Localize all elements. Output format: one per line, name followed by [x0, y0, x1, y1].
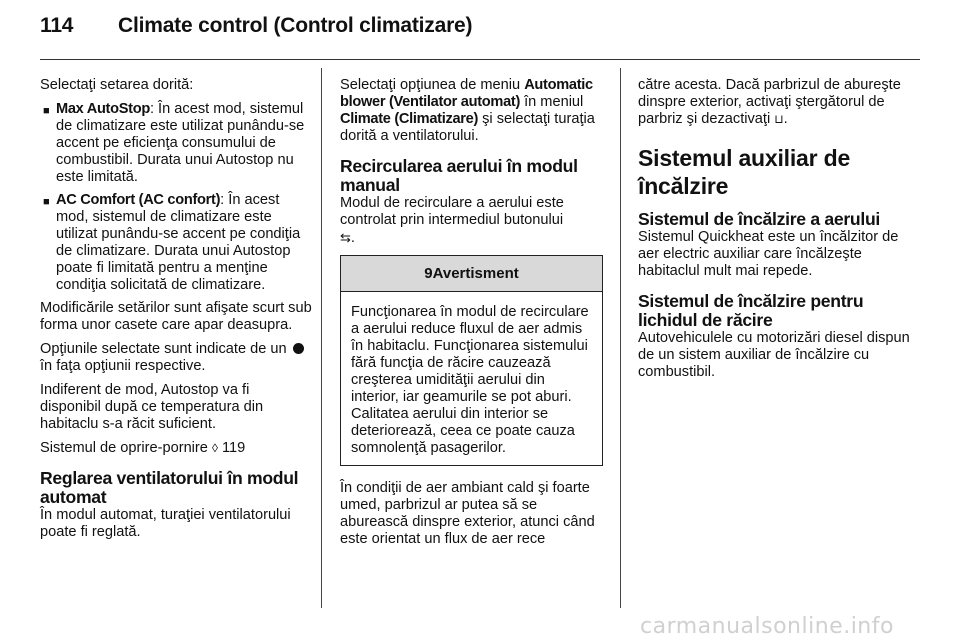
warning-header [341, 256, 602, 292]
warning-icon: 9 [424, 265, 433, 282]
warning-title: Avertisment [432, 265, 519, 282]
bullet-text: : În acest mod, sistemul de climatizare este utilizat punându-se accent pe eficienţa consumului de combustibil. Durata unui Autostop nu este limitată. [56, 101, 305, 185]
column-2 [340, 77, 603, 555]
heading-coolant-heater: Sistemul de încălzire pentru lichidul de răcire [638, 291, 864, 330]
page-title: Climate control (Control climatizare) [118, 14, 473, 37]
menu-text-b: în meniul [524, 94, 584, 110]
watermark: carmanualsonline.info [640, 614, 894, 639]
air-heater-paragraph: Sistemul Quickheat este un încălzitor de aer electric auxiliar care încălzeşte habitaclul mult mai repede. [638, 229, 899, 279]
bullet-term: AC Comfort (AC confort) [56, 192, 221, 208]
fan-paragraph: În modul automat, turaţiei ventilatorului poate fi reglată. [40, 507, 291, 540]
heading-fan-control: Reglarea ventilatorului în modul automat [40, 468, 299, 507]
bullet-marker: ■ [43, 196, 50, 208]
options-text-b: în faţa opţiunii respective. [40, 358, 206, 374]
column-1 [40, 77, 312, 548]
column-divider-1 [321, 68, 322, 608]
heading-air-heater: Sistemul de încălzire a aerului [638, 209, 880, 229]
heading-auxiliary-heating: Sistemul auxiliar de încălzire [638, 145, 851, 199]
menu-text-c: şi selectaţi turaţia dorită a ventilatorului. [340, 111, 595, 144]
reference-arrow-icon: ◊ [211, 441, 218, 455]
menu-option-blower: Automatic blower (Ventilator automat) [340, 77, 593, 110]
coolant-paragraph: Autovehiculele cu motorizări diesel dispun de un sistem auxiliar de încălzire cu combustibil. [638, 330, 910, 380]
warning-box [340, 255, 603, 466]
page-header [40, 14, 920, 38]
bullet-max-autostop [40, 101, 312, 186]
recirculation-icon: ⇆ [340, 230, 351, 245]
system-reference [40, 440, 312, 457]
independent-paragraph: Indiferent de mod, Autostop va fi disponibil după ce temperatura din habitaclu s-a răcit suficient. [40, 382, 264, 432]
intro-text: Selectaţi setarea dorită: [40, 77, 194, 93]
bullet-text: : În acest mod, sistemul de climatizare este utilizat punându-se accent pe condiţia de climatizare. Durata unui Autostop poate fi limitată pentru a menţine condiţia solicitată de climatizare. [56, 192, 301, 293]
recirc-text: Modul de recirculare a aerului este controlat prin intermediul butonului [340, 195, 564, 228]
menu-text-a: Selectaţi opţiunea de meniu [340, 77, 521, 93]
recirc-paragraph: Modul de recirculare a aerului este controlat prin intermediul butonului ⇆. [340, 195, 564, 246]
bullet-marker: ■ [43, 105, 50, 117]
bullet-term: Max AutoStop [56, 101, 150, 117]
continued-paragraph: către acesta. Dacă parbrizul de abureşte dinspre exterior, activaţi ştergătorul de parbriz şi dezactivaţi ⊔. [638, 77, 901, 127]
selected-dot-icon [293, 343, 304, 354]
warning-text: Funcţionarea în modul de recirculare a aerului reduce fluxul de aer admis în habitaclu. Funcţionarea sistemului fără funcţia de răcire cauzează creşterea umidităţii aerului din interior, iar geamurile se pot aburi. Calitatea aerului din interior se deteriorează, ceea ce poate cauza somnolenţă pasagerilor. [351, 304, 589, 456]
continued-text: către acesta. Dacă parbrizul de abureşte dinspre exterior, activaţi ştergătorul de parbriz şi dezactivaţi [638, 77, 901, 127]
options-paragraph [40, 341, 312, 375]
reference-page-link[interactable]: 119 [221, 440, 246, 456]
header-rule [40, 59, 920, 60]
column-divider-2 [620, 68, 621, 608]
menu-climate: Climate (Climatizare) [340, 111, 479, 127]
options-text-a: Opţiunile selectate sunt indicate de un [40, 341, 287, 357]
heading-recirculation: Recircularea aerului în modul manual [340, 156, 578, 195]
menu-paragraph [340, 77, 603, 145]
humid-paragraph: În condiţii de aer ambiant cald şi foarte umed, parbrizul ar putea să se aburească dinspre exterior, atunci când este orientat un flux de aer rece [340, 480, 595, 547]
system-text: Sistemul de oprire-pornire [40, 440, 208, 456]
page-number: 114 [40, 14, 74, 37]
wiper-icon: ⊔ [774, 112, 784, 126]
bullet-ac-comfort [40, 192, 312, 294]
column-3 [638, 77, 920, 388]
changes-paragraph: Modificările setărilor sunt afişate scurt sub forma unor casete care apar deasupra. [40, 300, 312, 333]
